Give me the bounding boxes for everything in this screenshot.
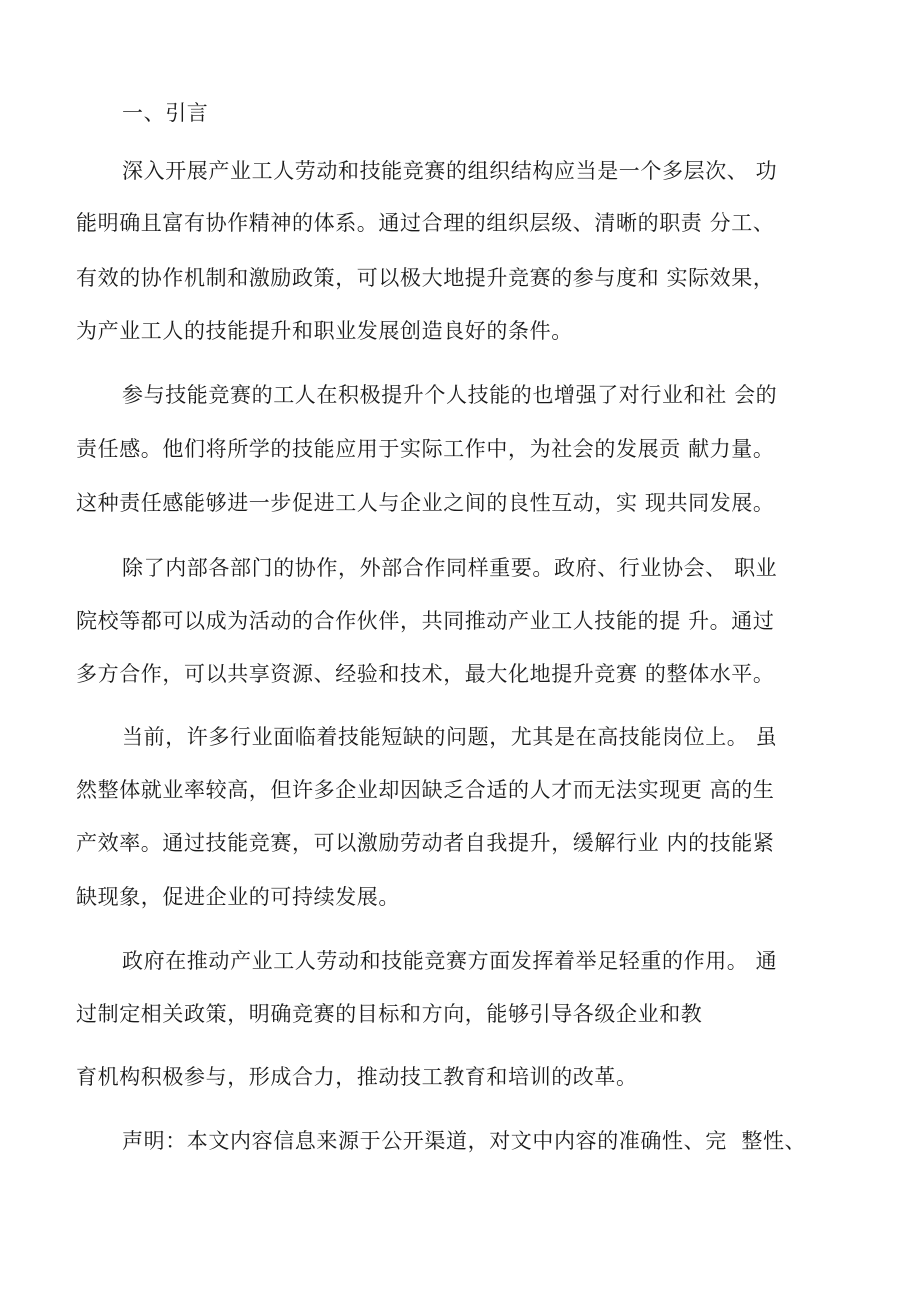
paragraph-line: 有效的协作机制和激励政策，可以极大地提升竞赛的参与度和 实际效果， bbox=[76, 266, 775, 290]
paragraph-line: 然整体就业率较高，但许多企业却因缺乏合适的人才而无法实现更 高的生 bbox=[76, 778, 775, 802]
paragraph-line: 这种责任感能够进一步促进工人与企业之间的良性互动，实 现共同发展。 bbox=[76, 491, 775, 515]
disclaimer-line: 声明：本文内容信息来源于公开渠道，对文中内容的准确性、完 整性、 bbox=[122, 1129, 807, 1153]
section-heading: 一、引言 bbox=[122, 101, 209, 125]
paragraph-line: 缺现象，促进企业的可持续发展。 bbox=[76, 885, 400, 909]
paragraph-line: 深入开展产业工人劳动和技能竞赛的组织结构应当是一个多层次、 功 bbox=[122, 159, 778, 183]
paragraph-line: 育机构积极参与，形成合力，推动技工教育和培训的改革。 bbox=[76, 1065, 638, 1089]
paragraph-line: 多方合作，可以共享资源、经验和技术，最大化地提升竞赛 的整体水平。 bbox=[76, 662, 775, 686]
paragraph-line: 除了内部各部门的协作，外部合作同样重要。政府、行业协会、 职业 bbox=[122, 556, 778, 580]
paragraph-line: 为产业工人的技能提升和职业发展创造良好的条件。 bbox=[76, 319, 573, 343]
paragraph-line: 当前，许多行业面临着技能短缺的问题，尤其是在高技能岗位上。 虽 bbox=[122, 725, 778, 749]
paragraph-line: 参与技能竞赛的工人在积极提升个人技能的也增强了对行业和社 会的 bbox=[122, 383, 778, 407]
paragraph-line: 能明确且富有协作精神的体系。通过合理的组织层级、清晰的职责 分工、 bbox=[76, 211, 775, 235]
paragraph-line: 责任感。他们将所学的技能应用于实际工作中，为社会的发展贡 献力量。 bbox=[76, 437, 775, 461]
paragraph-line: 院校等都可以成为活动的合作伙伴，共同推动产业工人技能的提 升。通过 bbox=[76, 609, 775, 633]
paragraph-line: 过制定相关政策，明确竞赛的目标和方向，能够引导各级企业和教 bbox=[76, 1002, 703, 1026]
paragraph-line: 产效率。通过技能竞赛，可以激励劳动者自我提升，缓解行业 内的技能紧 bbox=[76, 831, 775, 855]
paragraph-line: 政府在推动产业工人劳动和技能竞赛方面发挥着举足轻重的作用。 通 bbox=[122, 949, 778, 973]
